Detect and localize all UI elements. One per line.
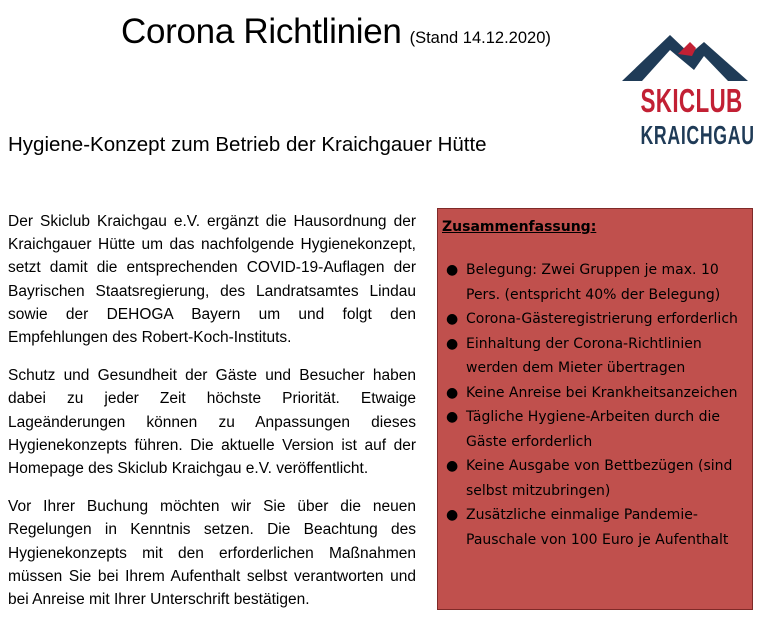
summary-box: [437, 208, 753, 610]
skiclub-logo: [620, 30, 755, 155]
summary-item-text: Keine Anreise bei Krankheitsanzeichen: [466, 384, 738, 401]
summary-item: [446, 332, 746, 381]
body-text: [8, 210, 416, 626]
summary-item: [446, 503, 746, 552]
summary-item: [446, 454, 746, 503]
summary-item-text: Corona-Gästeregistrierung erforderlich: [466, 311, 738, 327]
summary-item: [446, 381, 746, 406]
body-paragraph: Vor Ihrer Buchung möchten wir Sie über die neuen Regelungen in Kenntnis setzen. Die Beachtung des Hygienekonzepts mit den erforderlichen Maßnahmen müssen Sie bei Ihrem Aufenthalt selbst verantworten und bei Anreise mit Ihrer Unterschrift bestätigen.: [8, 498, 416, 609]
bullet-icon: ●: [446, 384, 459, 401]
bullet-icon: ●: [446, 507, 459, 523]
summary-item-text: Einhaltung der Corona-Richtlinien werden dem Mieter übertragen: [466, 335, 702, 376]
body-paragraph: Schutz und Gesundheit der Gäste und Besucher haben dabei zu jeder Zeit höchste Priorität. Etwaige Lageänderungen können zu Anpassungen dieses Hygienekonzepts führen. Die aktuelle Version ist auf der Homepage des Skiclub Kraichgau e.V. veröffentlicht.: [8, 367, 416, 478]
summary-item-text: Keine Ausgabe von Bettbezügen (sind selbst mitzubringen): [466, 458, 733, 499]
bullet-icon: ●: [446, 409, 459, 425]
date-note: (Stand 14.12.2020): [409, 29, 551, 47]
bullet-icon: ●: [446, 335, 459, 352]
summary-item: [446, 258, 746, 307]
summary-item-text: Tägliche Hygiene-Arbeiten durch die Gäste erforderlich: [466, 409, 720, 450]
summary-item: [446, 405, 746, 454]
document-title-row: [121, 12, 551, 52]
summary-item-text: Belegung: Zwei Gruppen je max. 10 Pers. (entspricht 40% der Belegung): [466, 262, 721, 303]
logo-text-skiclub: SKICLUB: [640, 82, 743, 119]
body-paragraph: Der Skiclub Kraichgau e.V. ergänzt die Hausordnung der Kraichgauer Hütte um das nachfolgende Hygienekonzept, setzt damit die entsprechenden COVID-19-Auflagen der Bayrischen Staatsregierung, des Landratsamtes Lindau sowie der DEHOGA Bayern um und folgt den Empfehlungen des Robert-Koch-Instituts.: [8, 213, 416, 347]
bullet-icon: ●: [446, 262, 459, 278]
bullet-icon: ●: [446, 311, 459, 327]
summary-list: [446, 258, 746, 552]
summary-item-text: Zusätzliche einmalige Pandemie-Pauschale von 100 Euro je Aufenthalt: [466, 507, 729, 548]
bullet-icon: ●: [446, 458, 459, 474]
summary-item: [446, 307, 746, 332]
document-subtitle: Hygiene-Konzept zum Betrieb der Kraichgauer Hütte: [8, 133, 487, 156]
mountain-icon: [620, 30, 750, 82]
document-title: Corona Richtlinien: [121, 12, 402, 51]
summary-heading: Zusammenfassung:: [442, 219, 597, 235]
logo-text-kraichgau: KRAICHGAU: [640, 120, 755, 150]
